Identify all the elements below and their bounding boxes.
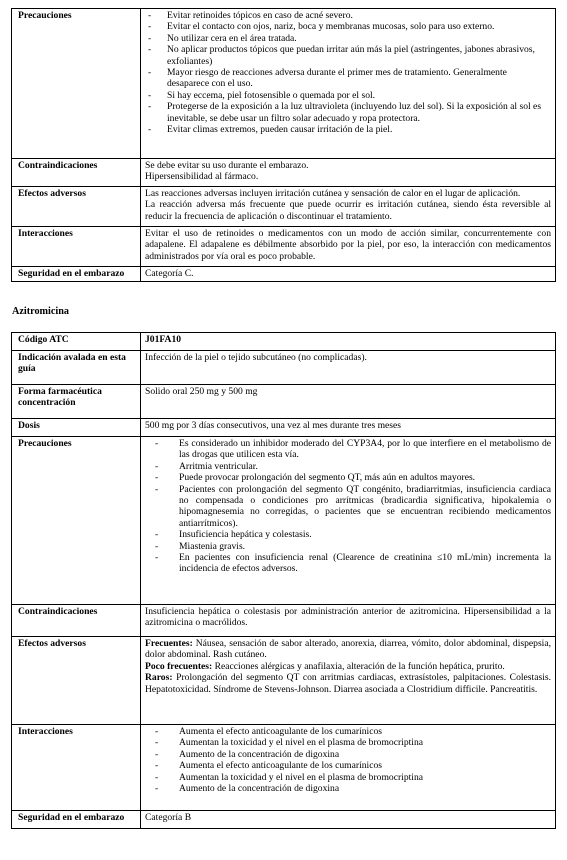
precauciones-list — [145, 10, 551, 135]
raros-label: Raros: — [145, 672, 173, 684]
text-line — [145, 638, 551, 661]
list-item: - Aumenta el efecto anticoagulante de los cumarínicos — [145, 726, 551, 737]
list-item: - Mayor riesgo de reacciones adversa durante el primer mes de tratamiento. Generalmente desaparece con el uso. — [145, 67, 551, 90]
label-seguridad: Seguridad en el embarazo — [12, 267, 141, 282]
interacciones-list — [145, 726, 551, 794]
list-item: - Insuficiencia hepática y colestasis. — [145, 529, 551, 540]
interacciones-cell: Evitar el uso de retinoides o medicamentos con un modo de acción similar, concurrentemente con adapalene. El adapalene es débilmente absorbido por la piel, por eso, la interacción con medicamentos administrados por vía oral es poco probable. — [141, 227, 556, 267]
poco-frecuentes-label: Poco frecuentes: — [145, 660, 213, 672]
label-contraindicaciones: Contraindicaciones — [12, 159, 141, 187]
atc-cell: J01FA10 — [141, 333, 556, 351]
precauciones-cell — [141, 9, 556, 159]
raros-text: Prolongación del segmento QT con arritmias cardiacas, extrasístoles, palpitaciones. Colestasis. Hepatotoxicidad. Síndrome de Stevens-Johnson. Diarrea asociada a Clostridium difficile. Pancreatitis. — [145, 672, 551, 695]
label-contraindicaciones: Contraindicaciones — [12, 605, 141, 637]
precauciones-list — [145, 438, 551, 575]
seguridad-cell: Categoría B — [141, 811, 556, 829]
list-item: - Puede provocar prolongación del segmento QT, más aún en adultos mayores. — [145, 472, 551, 483]
label-forma: Forma farmacéutica concentración — [12, 385, 141, 419]
list-item: - En pacientes con insuficiencia renal (Clearence de creatinina ≤10 mL/min) incrementa la incidencia de efectos adversos. — [145, 552, 551, 575]
row-precauciones — [12, 437, 556, 605]
label-efectos: Efectos adversos — [12, 637, 141, 725]
precauciones-cell — [141, 437, 556, 605]
contraindicaciones-cell — [141, 159, 556, 187]
list-item: - Pacientes con prolongación del segmento QT congénito, bradiarritmias, insuficiencia cardiaca no compensada o condiciones pro arrítmicas (bradicardia significativa, hipokalemia o hipomagnesemia no corregidas, o pacientes que se encuentran recibiendo medicamentos antiarrítmicos). — [145, 484, 551, 530]
list-item: - No aplicar productos tópicos que puedan irritar aún más la piel (astringentes, jabones abrasivos, exfoliantes) — [145, 44, 551, 67]
list-item: - Aumento de la concentración de digoxina — [145, 749, 551, 760]
efectos-cell — [141, 187, 556, 227]
row-atc — [12, 333, 556, 351]
label-atc: Código ATC — [12, 333, 141, 351]
list-item: - Aumento de la concentración de digoxina — [145, 783, 551, 794]
row-efectos — [12, 187, 556, 227]
list-item: - Miastenia gravis. — [145, 541, 551, 552]
frecuentes-label: Frecuentes: — [145, 638, 193, 649]
forma-cell: Solido oral 250 mg y 500 mg — [141, 385, 556, 419]
row-seguridad — [12, 267, 556, 282]
section-title: Azitromicina — [12, 306, 69, 317]
row-contraindicaciones — [12, 159, 556, 187]
text-line: La reacción adversa más frecuente que puede ocurrir es irritación cutánea, siendo ésta reversible al reducir la frecuencia de aplicación o discontinuar el tratamiento. — [145, 199, 551, 222]
row-indicacion — [12, 351, 556, 385]
list-item: - Evitar climas extremos, pueden causar irritación de la piel. — [145, 124, 551, 135]
row-efectos — [12, 637, 556, 725]
indicacion-cell: Infección de la piel o tejido subcutáneo (no complicadas). — [141, 351, 556, 385]
row-forma — [12, 385, 556, 419]
row-dosis — [12, 419, 556, 437]
azitromicina-table — [11, 332, 556, 829]
list-item: - Aumentan la toxicidad y el nivel en el plasma de bromocriptina — [145, 772, 551, 783]
list-item: - No utilizar cera en el área tratada. — [145, 33, 551, 44]
label-precauciones: Precauciones — [12, 437, 141, 605]
row-contraindicaciones — [12, 605, 556, 637]
list-item: - Aumenta el efecto anticoagulante de los cumarínicos — [145, 760, 551, 771]
list-item: - Evitar retinoides tópicos en caso de acné severo. — [145, 10, 551, 21]
list-item: - Arritmia ventricular. — [145, 461, 551, 472]
contraindicaciones-cell: Insuficiencia hepática o colestasis por administración anterior de azitromicina. Hipersensibilidad a la azitromicina o macrólidos. — [141, 605, 556, 637]
dosis-cell: 500 mg por 3 días consecutivos, una vez al mes durante tres meses — [141, 419, 556, 437]
text-line — [145, 661, 551, 672]
adapalene-table — [11, 8, 556, 282]
label-seguridad: Seguridad en el embarazo — [12, 811, 141, 829]
label-dosis: Dosis — [12, 419, 141, 437]
list-item: - Es considerado un inhibidor moderado del CYP3A4, por lo que interfiere en el metabolismo de las drogas que utilicen esta vía. — [145, 438, 551, 461]
text-line: Hipersensibilidad al fármaco. — [145, 171, 259, 183]
row-interacciones — [12, 227, 556, 267]
poco-frecuentes-text: Reacciones alérgicas y anafilaxia, alteración de la función hepática, prurito. — [214, 660, 505, 672]
list-item: - Si hay eccema, piel fotosensible o quemada por el sol. — [145, 90, 551, 101]
list-item: - Protegerse de la exposición a la luz ultravioleta (incluyendo luz del sol). Si la exposición al sol es inevitable, se debe usar un filtro solar adecuado y ropa protectora. — [145, 101, 551, 124]
label-precauciones: Precauciones — [12, 9, 141, 159]
text-line: Se debe evitar su uso durante el embarazo. — [145, 160, 309, 171]
row-interacciones — [12, 725, 556, 811]
text-line: Las reacciones adversas incluyen irritación cutánea y sensación de calor en el lugar de aplicación. — [145, 188, 521, 199]
seguridad-cell: Categoría C. — [141, 267, 556, 282]
interacciones-cell — [141, 725, 556, 811]
row-seguridad — [12, 811, 556, 829]
frecuentes-text: Náusea, sensación de sabor alterado, anorexia, diarrea, vómito, dolor abdominal, dispepsia, dolor abdominal. Rash cutáneo. — [145, 638, 551, 661]
label-interacciones: Interacciones — [12, 725, 141, 811]
list-item: - Evitar el contacto con ojos, nariz, boca y membranas mucosas, solo para uso externo. — [145, 21, 551, 32]
label-indicacion: Indicación avalada en esta guía — [12, 351, 141, 385]
list-item: - Aumentan la toxicidad y el nivel en el plasma de bromocriptina — [145, 737, 551, 748]
text-line — [145, 672, 551, 695]
label-efectos: Efectos adversos — [12, 187, 141, 227]
efectos-cell — [141, 637, 556, 725]
row-precauciones — [12, 9, 556, 159]
label-interacciones: Interacciones — [12, 227, 141, 267]
